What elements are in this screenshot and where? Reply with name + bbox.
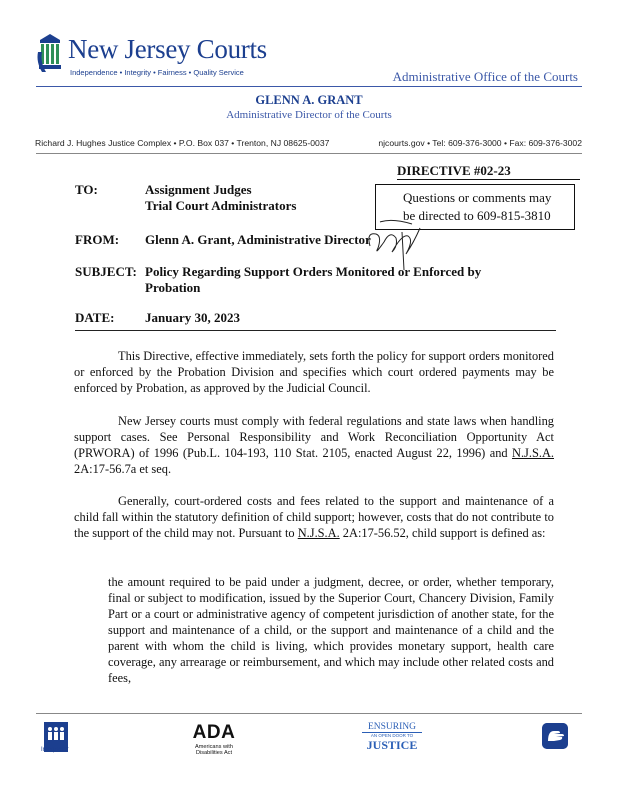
justice-label: JUSTICE	[366, 738, 418, 752]
header-divider	[36, 86, 582, 87]
subject-line-1: Policy Regarding Support Orders Monitored or Enforced by	[145, 264, 482, 279]
to-line-1: Assignment Judges	[145, 182, 252, 197]
courthouse-icon	[36, 32, 64, 74]
org-name: New Jersey Courts	[68, 34, 267, 64]
ada-logo	[184, 722, 244, 756]
office-name: Administrative Office of the Courts	[392, 69, 578, 84]
nj-courts-logo	[36, 32, 267, 82]
director-name: GLENN A. GRANT	[255, 93, 363, 107]
sign-language-icon	[542, 723, 568, 749]
questions-line-1: Questions or comments may	[403, 190, 552, 205]
director-title: Administrative Director of the Courts	[226, 109, 392, 121]
to-label: TO:	[75, 182, 98, 197]
contact-line: njcourts.gov • Tel: 609-376-3000 • Fax: 609-376-3002	[378, 138, 582, 148]
date-label: DATE:	[75, 310, 115, 325]
directive-number: DIRECTIVE #02-23	[397, 163, 511, 178]
ada-sub-1: Americans with	[195, 744, 233, 750]
ada-sub-2: Disabilities Act	[195, 750, 233, 756]
from-value: Glenn A. Grant, Administrative Director	[145, 232, 371, 247]
paragraph-1: This Directive, effective immediately, sets forth the policy for support orders monitored or enforced by the Probation Division and specifies which court ordered payments may be enforced by Probation, as approved by the Judicial Council.	[74, 349, 554, 395]
ensuring-label: ENSURING	[362, 722, 422, 733]
org-tagline: Independence • Integrity • Fairness • Quality Service	[70, 68, 244, 77]
ada-label: ADA	[192, 722, 236, 743]
citation: N.J.S.A.	[297, 526, 340, 540]
ensuring-justice-logo	[362, 722, 422, 751]
interpreter-label: Interpreter	[41, 747, 69, 753]
paragraph-3: Generally, court-ordered costs and fees related to the support and maintenance of a child fall within the statutory definition of child support; however, costs that do not contribute to the support of the child may not. Pursuant to N.J.S.A. 2A:17-56.52, child support is defined as:	[74, 494, 554, 540]
signature-mark	[362, 212, 428, 272]
subject-line-2: Probation	[145, 280, 201, 295]
address-line: Richard J. Hughes Justice Complex • P.O. Box 037 • Trenton, NJ 08625-0037	[35, 138, 330, 148]
from-label: FROM:	[75, 232, 120, 247]
questions-line-2: be directed to 609-815-3810	[403, 208, 551, 223]
address-divider	[36, 153, 582, 154]
footer-divider	[36, 713, 582, 714]
to-line-2: Trial Court Administrators	[145, 198, 297, 213]
directive-underline	[397, 179, 580, 180]
subject-label: SUBJECT:	[75, 264, 137, 279]
paragraph-2: New Jersey courts must comply with federal regulations and state laws when handling support cases. See Personal Responsibility and Work Reconciliation Opportunity Act (PRWORA) of 1996 (Pub.L. 104-193, 110 Stat. 2105, enacted August 22, 1996) and N.J.S.A. 2A:17-56.7a et seq.	[74, 414, 554, 476]
open-door-label: AN OPEN DOOR TO	[370, 733, 414, 738]
block-quote: the amount required to be paid under a judgment, decree, or order, whether temporary, final or subject to modification, issued by the Superior Court, Chancery Division, Family Part or a court or administrative agency of competent jurisdiction of another state, for the support and maintenance of a child, or the support and maintenance of a child and the parent with whom the child is living, which provides monetary support, health care coverage, any arrearage or reimbursement, and which may include other related costs and fees,	[108, 575, 554, 685]
citation: N.J.S.A.	[512, 446, 554, 460]
memo-divider	[75, 330, 556, 331]
date-value: January 30, 2023	[145, 310, 240, 325]
